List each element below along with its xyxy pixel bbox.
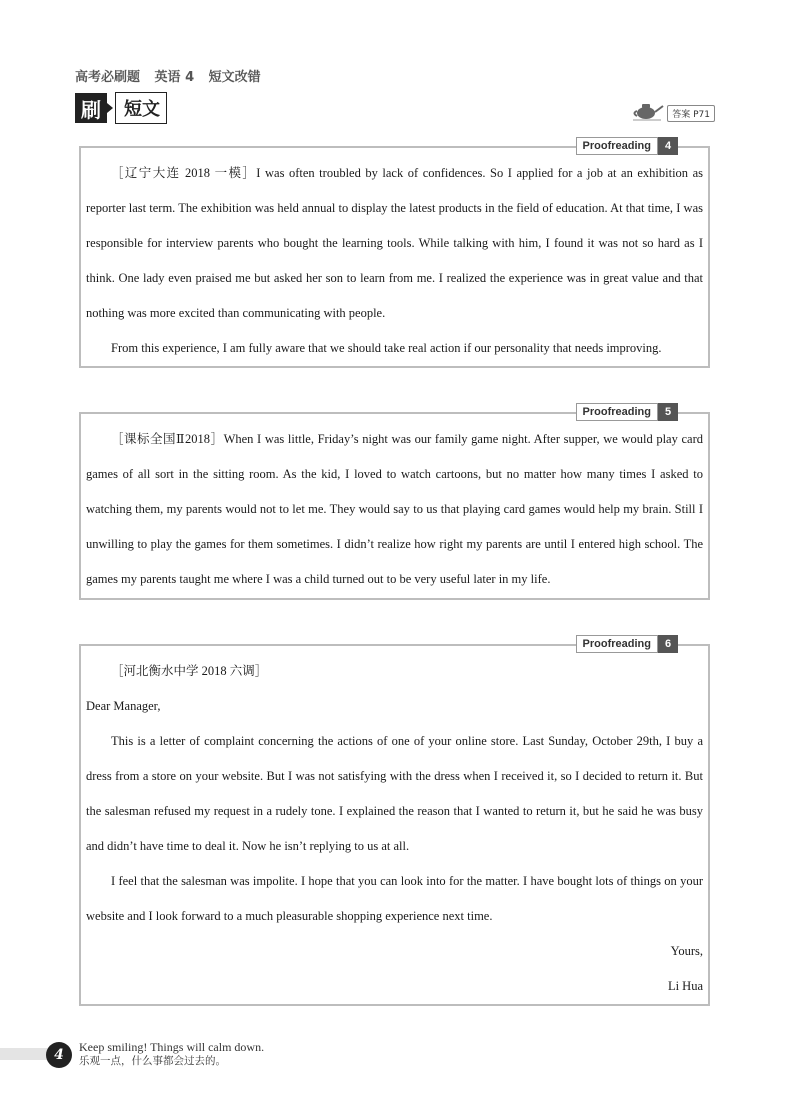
- footer-motto: [79, 1040, 264, 1068]
- teapot-icon: [631, 98, 665, 122]
- passage-source: ［河北衡水中学 2018 六调］: [111, 664, 268, 678]
- running-header: [75, 66, 271, 85]
- motto-english: Keep smiling! Things will calm down.: [79, 1040, 265, 1054]
- header-series: 高考必刷题: [75, 70, 141, 85]
- tab-label: Proofreading: [576, 137, 658, 155]
- passage-paragraph: ［辽宁大连 2018 一模］I was often troubled by lack of confidences. So I applied for a job at an exhibition as reporter last term. The exhibition was held annual to display the latest products in the field of education. At that time, I was responsible for interview parents who bought the learning tools. While talking with him, I found it was not so hard as I think. One lady even praised me but asked her son to learn from me. I realized the experience was in great value and that nothing was more excited than communicating with people.: [86, 166, 703, 320]
- header-topic: 短文改错: [208, 70, 261, 85]
- title-text: 短文: [115, 92, 167, 124]
- tab-label: Proofreading: [576, 635, 658, 653]
- letter-signature: Li Hua: [667, 979, 703, 993]
- motto-chinese: 乐观一点，什么事都会过去的。: [79, 1055, 226, 1067]
- passage-paragraph: I feel that the salesman was impolite. I hope that you can look into for the matter. I have bought lots of things on your website and I look forward to a much pleasurable shopping experience next time.: [86, 874, 703, 923]
- header-subject: 英语 4: [154, 70, 195, 85]
- tab-number: 4: [658, 137, 678, 155]
- passage-paragraph: From this experience, I am fully aware that we should take real action if our personality that needs improving.: [111, 341, 662, 355]
- proofreading-card-4: [79, 140, 710, 368]
- tab-number: 5: [658, 403, 678, 421]
- proofreading-tab: [576, 137, 678, 155]
- answer-label: 答案 P71: [667, 105, 715, 122]
- passage-paragraph: ［课标全国Ⅱ2018］When I was little, Friday’s night was our family game night. After supper, we would play card games of all sort in the sitting room. As the kid, I loved to watch cartoons, but no matter how many times I asked to watching them, my parents would not to let me. They would say to us that playing card games would help my brain. Still I unwilling to play the games for them sometimes. I didn’t realize how right my parents are until I entered high school. The games my parents taught me where I was a child turned out to be very useful later in my life.: [86, 432, 703, 586]
- letter-closing: Yours,: [670, 944, 703, 958]
- answer-reference: [631, 98, 715, 122]
- proofreading-card-6: [79, 638, 710, 1006]
- proofreading-tab: [576, 635, 678, 653]
- page-number: 4: [46, 1042, 72, 1068]
- letter-salutation: Dear Manager,: [86, 699, 161, 713]
- page-footer: [0, 1040, 790, 1068]
- passage-paragraph: This is a letter of complaint concerning the actions of one of your online store. Last Sunday, October 29th, I buy a dress from a store on your website. But I was not satisfying with the dress when I received it, so I decided to return it. But the salesman refused my request in a rudely tone. I explained the reason that I wanted to return it, but he said he was busy and didn’t have time to deal it. Now he isn’t replying to us at all.: [86, 734, 703, 853]
- section-title: [75, 92, 167, 124]
- tab-label: Proofreading: [576, 403, 658, 421]
- tab-number: 6: [658, 635, 678, 653]
- proofreading-card-5: [79, 406, 710, 600]
- title-arrow-icon: [107, 103, 113, 113]
- proofreading-tab: [576, 403, 678, 421]
- title-badge: 刷: [75, 93, 107, 123]
